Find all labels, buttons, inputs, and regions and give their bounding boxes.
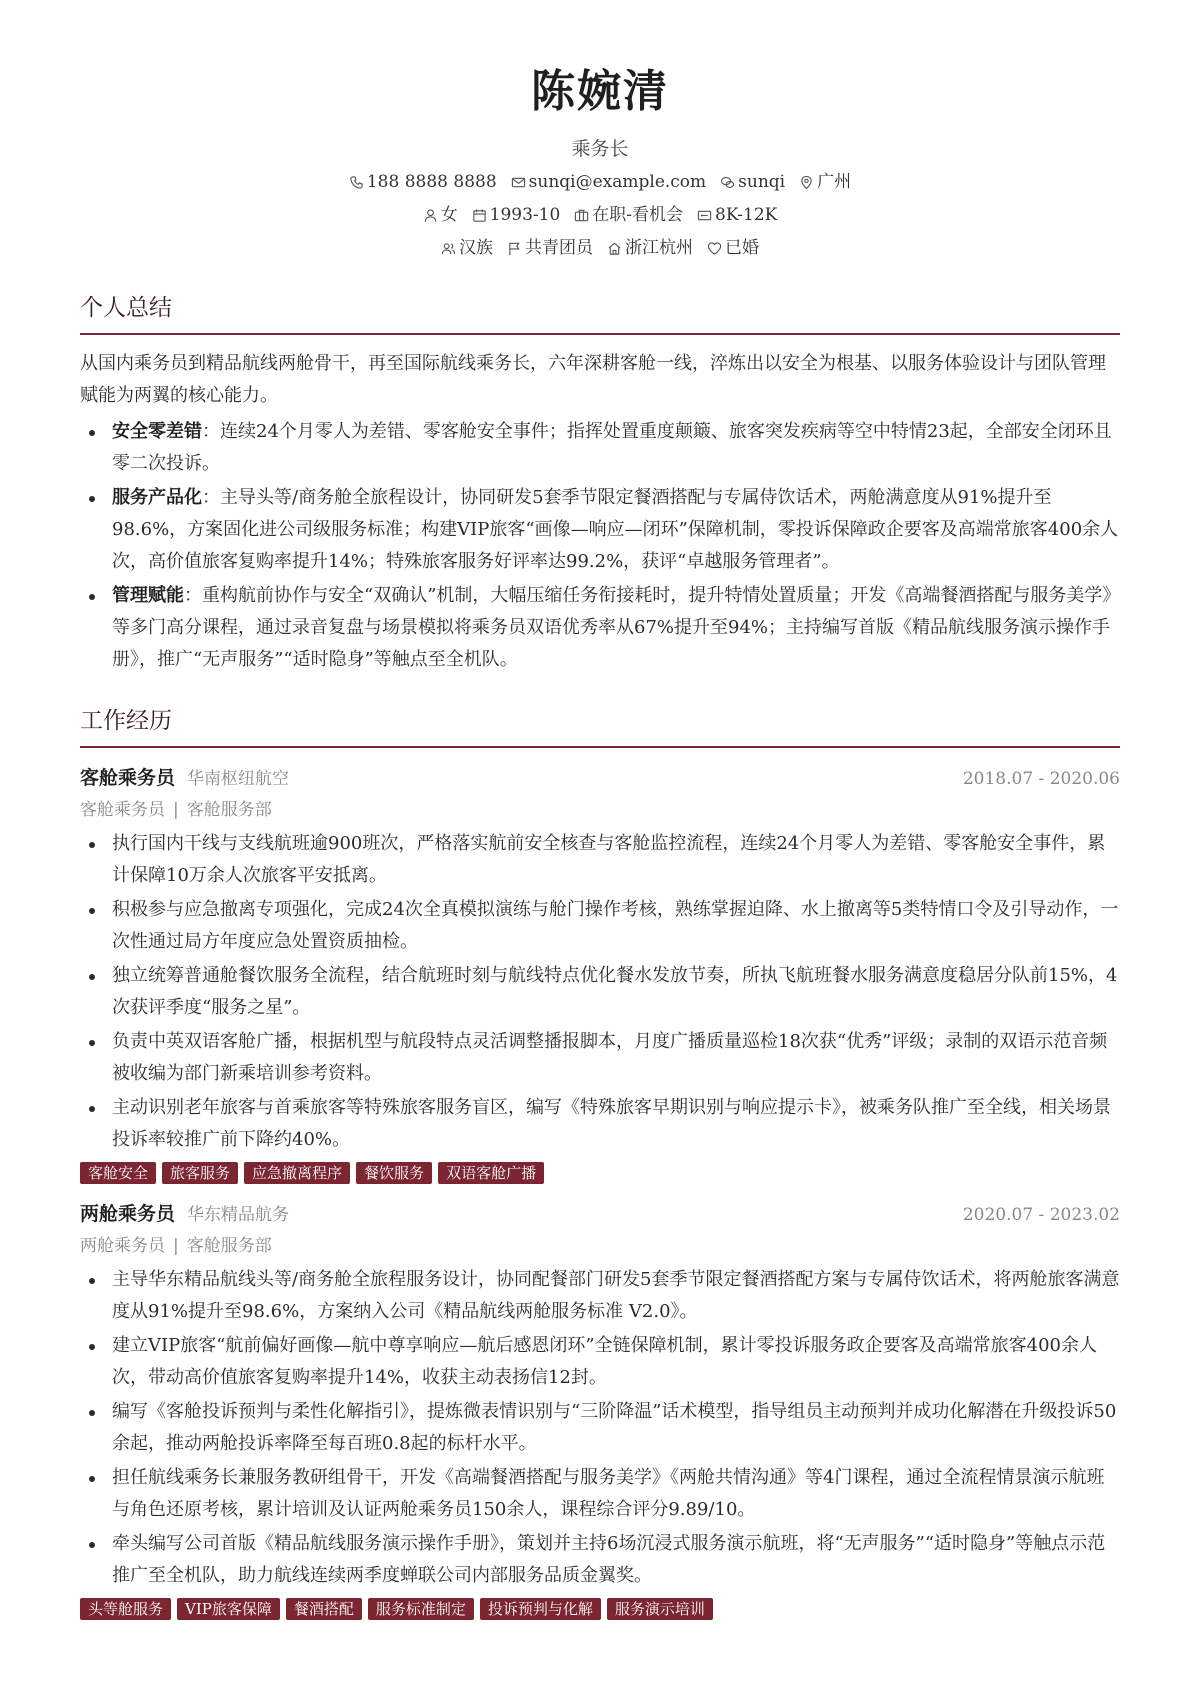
resume-header: [80, 0, 1120, 261]
summary-bullet: [80, 580, 1120, 676]
summary-bullet-head: 安全零差错: [112, 421, 202, 442]
job-bullet: 主动识别老年旅客与首乘旅客等特殊旅客服务盲区，编写《特殊旅客早期识别与响应提示卡》，被乘务队推广至全线，相关场景投诉率较推广前下降约40%。: [80, 1092, 1120, 1156]
candidate-name: 陈婉清: [531, 66, 669, 117]
phone-text[interactable]: 188 8888 8888: [366, 172, 497, 192]
status-item: [574, 202, 683, 228]
job-department: 客舱服务部: [186, 1236, 272, 1256]
role-separator: |: [173, 1236, 179, 1256]
home-icon: [607, 241, 622, 256]
summary-section-title: 个人总结: [80, 293, 1120, 335]
flag-icon: [507, 241, 522, 256]
job-bullet: 独立统筹普通舱餐饮服务全流程，结合航班时刻与航线特点优化餐水发放节奏，所执飞航班餐水服务满意度稳居分队前15%，4次获评季度“服务之星”。: [80, 960, 1120, 1024]
job-role-line: [80, 1232, 1120, 1260]
wechat-text: sunqi: [738, 172, 786, 192]
salary-item: [697, 202, 777, 228]
user-icon: [423, 208, 438, 223]
skill-tag: 餐饮服务: [356, 1162, 432, 1184]
job-entry: [80, 764, 1120, 1184]
job-role: 两舱乘务员: [80, 1236, 165, 1256]
briefcase-icon: [574, 208, 589, 223]
job-bullet: 牵头编写公司首版《精品航线服务演示操作手册》，策划并主持6场沉浸式服务演示航班，将“无声服务”“适时隐身”等触点示范推广至全机队，助力航线连续两季度蝉联公司内部服务品质金翼奖。: [80, 1528, 1120, 1592]
summary-bullet: [80, 416, 1120, 480]
email-text[interactable]: sunqi@example.com: [528, 172, 707, 192]
email-icon: [511, 175, 526, 190]
birth-item: [472, 202, 561, 228]
experience-section-title: 工作经历: [80, 706, 1120, 748]
job-entry-title: 两舱乘务员: [80, 1203, 176, 1225]
wechat-icon: [720, 175, 735, 190]
extra-line: [80, 235, 1120, 261]
job-role-line: [80, 796, 1120, 824]
job-entry: [80, 1200, 1120, 1620]
city-text: 广州: [817, 172, 852, 192]
job-bullet: 积极参与应急撤离专项强化，完成24次全真模拟演练与舱门操作考核，熟练掌握迫降、水上撤离等5类特情口令及引导动作，一次性通过局方年度应急处置资质抽检。: [80, 894, 1120, 958]
job-bullets: [80, 1264, 1120, 1592]
gender-item: [423, 202, 458, 228]
salary-text: 8K-12K: [715, 205, 778, 225]
job-entry-title: 客舱乘务员: [80, 767, 176, 789]
summary-bullets: [80, 416, 1120, 676]
summary-intro: 从国内乘务员到精品航线两舱骨干，再至国际航线乘务长，六年深耕客舱一线，淬炼出以安全为根基、以服务体验设计与团队管理赋能为两翼的核心能力。: [80, 353, 1106, 406]
skill-tag: 服务演示培训: [607, 1598, 713, 1620]
summary-bullet-text: ：主导头等/商务舱全旅程设计，协同研发5套季节限定餐酒搭配与专属侍饮话术，两舱满意度从91%提升至98.6%，方案固化进公司级服务标准；构建VIP旅客“画像—响应—闭环”保障机制，零投诉保障政企要客及高端常旅客400余人次，高价值旅客复购率提升14%；特殊旅客服务好评率达99.2%，获评“卓越服务管理者”。: [112, 487, 1119, 572]
wechat-item: [720, 169, 785, 195]
company-name: 华南枢纽航空: [187, 769, 290, 789]
skill-tag: 旅客服务: [162, 1162, 238, 1184]
skill-tag: 双语客舱广播: [438, 1162, 544, 1184]
job-bullet: 建立VIP旅客“航前偏好画像—航中尊享响应—航后感恩闭环”全链保障机制，累计零投诉服务政企要客及高端常旅客400余人次，带动高价值旅客复购率提升14%，收获主动表扬信12封。: [80, 1330, 1120, 1394]
phone-icon: [349, 175, 364, 190]
political-item: [507, 235, 593, 261]
political-text: 共青团员: [525, 238, 593, 258]
hometown-text: 浙江杭州: [625, 238, 693, 258]
personal-line: [80, 202, 1120, 228]
job-department: 客舱服务部: [186, 800, 272, 820]
summary-bullet-head: 服务产品化: [112, 487, 202, 508]
job-bullet: 担任航线乘务长兼服务教研组骨干，开发《高端餐酒搭配与服务美学》《两舱共情沟通》等4门课程，通过全流程情景演示航班与角色还原考核，累计培训及认证两舱乘务员150余人，课程综合评分9.89/10。: [80, 1462, 1120, 1526]
calendar-icon: [472, 208, 487, 223]
status-text: 在职-看机会: [592, 205, 684, 225]
summary-bullet-text: ：连续24个月零人为差错、零客舱安全事件；指挥处置重度颠簸、旅客突发疾病等空中特情23起，全部安全闭环且零二次投诉。: [112, 421, 1112, 474]
city-item: [799, 169, 851, 195]
skill-tag: 头等舱服务: [80, 1598, 171, 1620]
summary-bullet-head: 管理赋能: [112, 585, 184, 606]
job-bullet: 负责中英双语客舱广播，根据机型与航段特点灵活调整播报脚本，月度广播质量巡检18次获“优秀”评级；录制的双语示范音频被收编为部门新乘培训参考资料。: [80, 1026, 1120, 1090]
summary-bullet-text: ：重构航前协作与安全“双确认”机制，大幅压缩任务衔接耗时，提升特情处置质量；开发《高端餐酒搭配与服务美学》等多门高分课程，通过录音复盘与场景模拟将乘务员双语优秀率从67%提升至94%；主持编写首版《精品航线服务演示操作手册》，推广“无声服务”“适时隐身”等触点至全机队。: [112, 585, 1112, 670]
skill-tag: VIP旅客保障: [177, 1598, 280, 1620]
role-separator: |: [173, 800, 179, 820]
wallet-icon: [697, 208, 712, 223]
job-bullet: 执行国内干线与支线航班逾900班次，严格落实航前安全核查与客舱监控流程，连续24个月零人为差错、零客舱安全事件，累计保障10万余人次旅客平安抵离。: [80, 828, 1120, 892]
hometown-item: [607, 235, 693, 261]
ethnicity-text: 汉族: [459, 238, 493, 258]
skill-tag: 餐酒搭配: [286, 1598, 362, 1620]
marital-text: 已婚: [725, 238, 759, 258]
skill-tag: 服务标准制定: [368, 1598, 474, 1620]
job-period: 2018.07 - 2020.06: [962, 769, 1120, 789]
ethnicity-item: [441, 235, 493, 261]
job-bullet: 主导华东精品航线头等/商务舱全旅程服务设计，协同配餐部门研发5套季节限定餐酒搭配方案与专属侍饮话术，将两舱旅客满意度从91%提升至98.6%，方案纳入公司《精品航线两舱服务标准 V2.0》。: [80, 1264, 1120, 1328]
marital-item: [707, 235, 759, 261]
job-title: 乘务长: [571, 138, 629, 160]
location-icon: [799, 175, 814, 190]
job-header: [80, 1200, 1120, 1229]
contact-line: [80, 169, 1120, 195]
job-period: 2020.07 - 2023.02: [962, 1205, 1120, 1225]
job-role: 客舱乘务员: [80, 800, 165, 820]
job-bullets: [80, 828, 1120, 1156]
phone-item: [349, 169, 497, 195]
skill-tag: 应急撤离程序: [244, 1162, 350, 1184]
job-header: [80, 764, 1120, 793]
people-icon: [441, 241, 456, 256]
company-name: 华东精品航务: [187, 1205, 290, 1225]
email-item: [511, 169, 707, 195]
skill-tags: [80, 1598, 1120, 1620]
summary-bullet: [80, 482, 1120, 578]
skill-tag: 客舱安全: [80, 1162, 156, 1184]
birth-text: 1993-10: [489, 205, 561, 225]
gender-text: 女: [440, 205, 458, 225]
skill-tag: 投诉预判与化解: [480, 1598, 601, 1620]
skill-tags: [80, 1162, 1120, 1184]
job-bullet: 编写《客舱投诉预判与柔性化解指引》，提炼微表情识别与“三阶降温”话术模型，指导组员主动预判并成功化解潜在升级投诉50余起，推动两舱投诉率降至每百班0.8起的标杆水平。: [80, 1396, 1120, 1460]
heart-icon: [707, 241, 722, 256]
